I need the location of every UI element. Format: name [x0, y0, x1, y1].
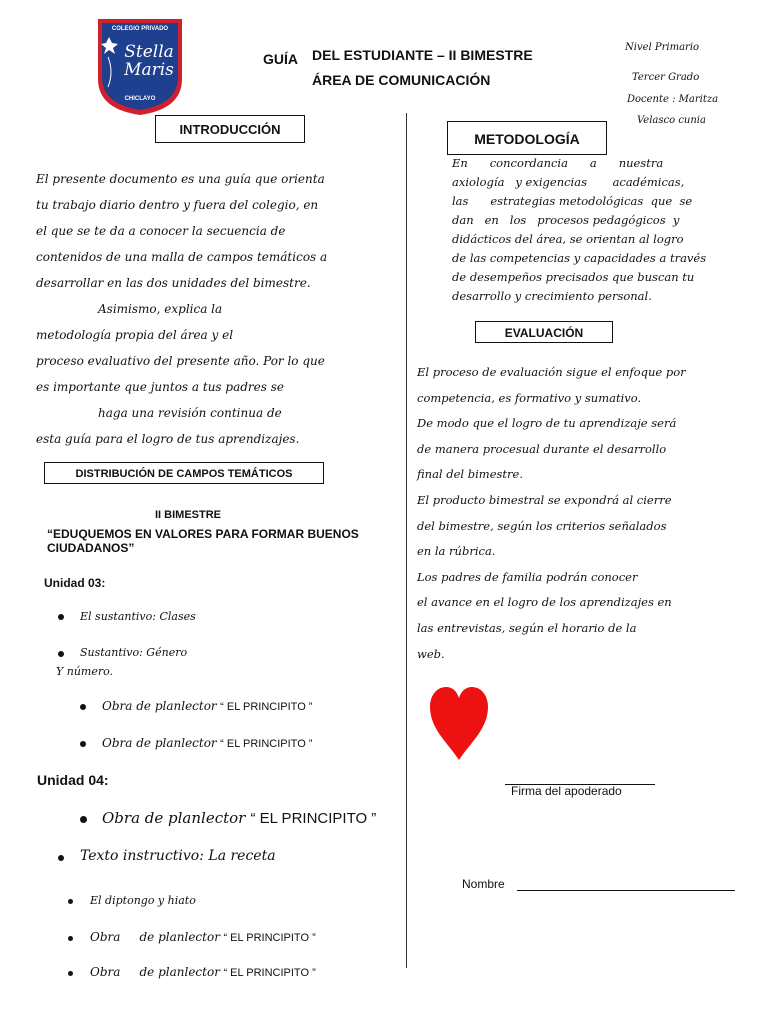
- bullet: [58, 651, 64, 657]
- u03-item-3: [102, 699, 312, 713]
- evaluacion-line: De modo que el logro de tu aprendizaje será: [417, 416, 677, 431]
- u04-item-1-title: “ EL PRINCIPITO ”: [250, 810, 377, 827]
- intro-line: metodología propia del área y el: [36, 328, 234, 342]
- intro-line: haga una revisión continua de: [98, 406, 282, 420]
- evaluacion-line: del bimestre, según los criterios señalados: [417, 518, 667, 533]
- intro-line: tu trabajo diario dentro y fuera del colegio, en: [36, 198, 319, 212]
- header-title-line1: DEL ESTUDIANTE – II BIMESTRE: [312, 47, 533, 63]
- evaluacion-line: El producto bimestral se expondrá al cierre: [417, 492, 672, 507]
- u03-item-3-script: Obra de planlector: [102, 699, 217, 713]
- header-nivel: Nivel Primario: [625, 42, 700, 53]
- metodologia-line: de desempeños precisados que buscan tu: [452, 270, 695, 284]
- intro-line: es importante que juntos a tus padres se: [36, 380, 284, 394]
- bullet: [80, 816, 87, 823]
- header-docente: Docente : Maritza: [627, 94, 719, 105]
- metodologia-heading-text: METODOLOGÍA: [474, 131, 580, 147]
- unidad-03-label: Unidad 03:: [44, 576, 106, 590]
- heart-icon: [428, 685, 490, 761]
- u04-item-4-script: Obra de planlector: [90, 930, 220, 944]
- logo-bottom-text: CHICLAYO: [124, 96, 156, 102]
- u04-item-4-title: “ EL PRINCIPITO ”: [223, 932, 316, 944]
- intro-line: proceso evaluativo del presente año. Por lo que: [36, 354, 325, 368]
- bullet: [68, 936, 73, 941]
- u03-item-4-script: Obra de planlector: [102, 736, 217, 750]
- u04-item-2: Texto instructivo: La receta: [80, 848, 276, 864]
- evaluacion-line: las entrevistas, según el horario de la: [417, 620, 637, 635]
- evaluacion-line: de manera procesual durante el desarrollo: [417, 441, 667, 456]
- intro-line: El presente documento es una guía que orienta: [36, 172, 325, 186]
- evaluacion-line: en la rúbrica.: [417, 544, 496, 559]
- u03-item-1: El sustantivo: Clases: [80, 610, 196, 623]
- metodologia-line: didácticos del área, se orientan al logro: [452, 232, 684, 246]
- evaluacion-line: Los padres de familia podrán conocer: [417, 569, 638, 584]
- intro-line: Asimismo, explica la: [98, 302, 223, 316]
- intro-heading: [155, 115, 305, 143]
- bullet: [58, 855, 64, 861]
- u04-item-1-script: Obra de planlector: [102, 809, 246, 827]
- u04-item-5-script: Obra de planlector: [90, 965, 220, 979]
- bullet: [80, 741, 86, 747]
- logo-name-line2: Maris: [124, 60, 174, 80]
- u04-item-1: [102, 808, 376, 827]
- metodologia-paragraph: [452, 154, 732, 306]
- evaluacion-heading: [475, 321, 613, 343]
- u03-item-2-line2: Y número.: [56, 665, 114, 678]
- u04-item-3: El diptongo y hiato: [90, 894, 196, 907]
- metodologia-line: axiología y exigencias académicas,: [452, 175, 685, 189]
- motto-line2: CIUDADANOS”: [47, 541, 135, 555]
- evaluacion-line: competencia, es formativo y sumativo.: [417, 390, 642, 405]
- motto-line1: “EDUQUEMOS EN VALORES PARA FORMAR BUENOS: [47, 527, 359, 541]
- header-grado: Tercer Grado: [632, 72, 700, 83]
- nombre-field[interactable]: [517, 890, 735, 891]
- header-guia: GUÍA: [263, 51, 298, 67]
- intro-heading-text: INTRODUCCIÓN: [179, 122, 281, 137]
- school-logo: [96, 17, 184, 117]
- intro-line: el que se te da a conocer la secuencia de: [36, 224, 286, 238]
- evaluacion-paragraph: [417, 360, 717, 667]
- bullet: [68, 899, 73, 904]
- distribution-heading: [44, 462, 324, 484]
- logo-top-text: COLEGIO PRIVADO: [111, 26, 169, 32]
- column-divider: [406, 113, 407, 968]
- bullet: [68, 971, 73, 976]
- u03-item-2-line1: Sustantivo: Género: [80, 646, 188, 659]
- bullet: [58, 614, 64, 620]
- evaluacion-line: final del bimestre.: [417, 467, 523, 482]
- distribution-heading-text: DISTRIBUCIÓN DE CAMPOS TEMÁTICOS: [75, 468, 293, 480]
- u03-item-4: [102, 736, 312, 750]
- metodologia-line: desarrollo y crecimiento personal.: [452, 289, 652, 303]
- bullet: [80, 704, 86, 710]
- intro-line: esta guía para el logro de tus aprendizajes.: [36, 432, 300, 446]
- intro-line: contenidos de una malla de campos temáticos a: [36, 250, 328, 264]
- metodologia-heading: [447, 121, 607, 155]
- u03-item-4-title: “ EL PRINCIPITO ”: [220, 738, 313, 750]
- bimestre-label: II BIMESTRE: [155, 509, 222, 521]
- firma-label: Firma del apoderado: [511, 784, 622, 798]
- evaluacion-line: El proceso de evaluación sigue el enfoque por: [417, 365, 686, 379]
- evaluacion-line: el avance en el logro de los aprendizajes en: [417, 595, 672, 610]
- u03-item-3-title: “ EL PRINCIPITO ”: [220, 701, 313, 713]
- unidad-04-label: Unidad 04:: [37, 772, 109, 788]
- header-docente-apellido: Velasco cunia: [637, 115, 706, 126]
- metodologia-line: de las competencias y capacidades a través: [452, 251, 707, 265]
- evaluacion-heading-text: EVALUACIÓN: [504, 326, 584, 340]
- evaluacion-line: web.: [417, 646, 445, 661]
- intro-paragraph: [36, 166, 346, 452]
- metodologia-line: dan en los procesos pedagógicos y: [452, 213, 680, 227]
- nombre-label: Nombre: [462, 877, 505, 891]
- logo-name-line1: Stella: [124, 42, 174, 62]
- header-title-line2: ÁREA DE COMUNICACIÓN: [312, 72, 491, 88]
- u04-item-4: [90, 930, 316, 944]
- intro-line: desarrollar en las dos unidades del bimestre.: [36, 276, 311, 290]
- u04-item-5: [90, 965, 316, 979]
- metodologia-line: En concordancia a nuestra: [452, 156, 664, 170]
- metodologia-line: las estrategias metodológicas que se: [452, 194, 693, 208]
- u04-item-5-title: “ EL PRINCIPITO ”: [223, 967, 316, 979]
